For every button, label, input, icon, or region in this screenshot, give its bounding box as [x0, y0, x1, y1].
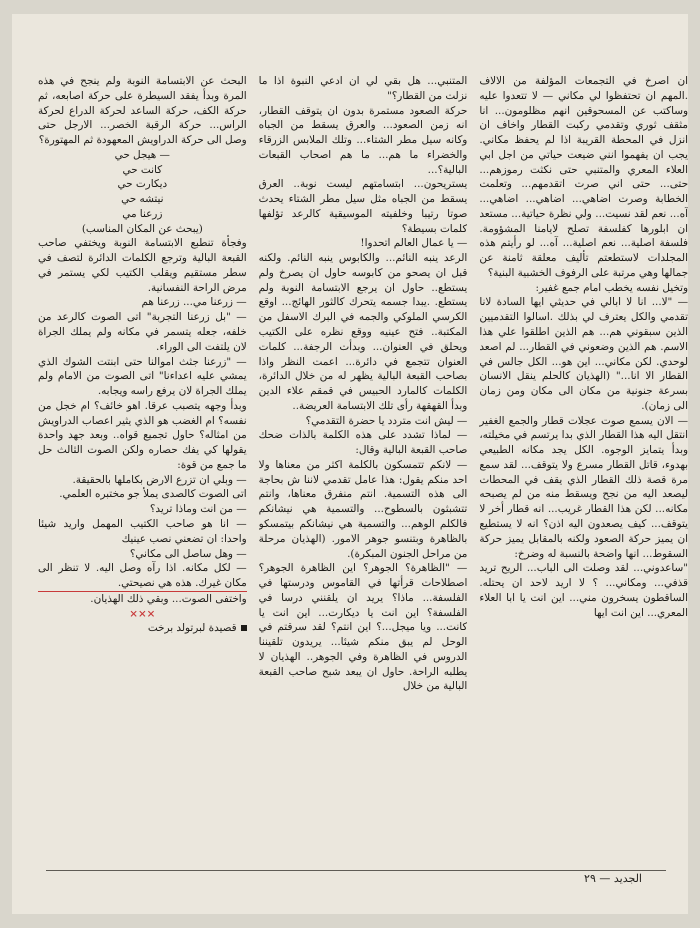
caption	[38, 621, 247, 636]
paragraph: — من انت وماذا تريد؟	[149, 503, 247, 516]
page-number: ٢٩	[584, 872, 596, 885]
column-left	[38, 74, 247, 864]
paragraph: واختفى الصوت... وبقي ذلك الهذيان.	[90, 592, 247, 605]
poem-line: — هيجل حي	[114, 148, 170, 161]
paragraph: — لانكم تتمسكون بالكلمة اكثر من معناها ولا احد منكم يقول: هذا عامل تقدمي لاننا ش بحاجة الى هذه التسمية. انتم منفرق معناها، وانتم تتشبثون بالسطوح... والتسمية هي نيشانكم فالكلم الوهم... والتسمية هي نيشانكم بيتمسكو بالظاهرة وبتنسو جوهر الامور. (الهذيان مرحلة من مراحل الجنون المبكرة).	[258, 458, 468, 560]
page-footer	[72, 872, 642, 885]
paragraph: يستريحون... ابتسامتهم ليست نوبة.. العرق يسقط من الجباه مثل سيل مطر الشتاء يحدث صوتا رتيبا وخلفيته الموسيقية كالرعد تؤلفها كلمات بسيطة؟	[258, 178, 468, 235]
paragraph: — "لا... انا لا ابالي في حديثي ايها السادة لانا تقدمي والكل يعترف لي بذلك .اسالوا التقدميين الذين سبقوني هم... هم الذين اطلقوا علي هذا الاسم. هم الذين وضعوني في القطار... لم اصعد لوحدي. لكن مكاني... اين هو... الكل جالس في القطار الا انا..." (الهذيان كالحلم ينقل الانسان بسرعة جنونية من مكان الى مكان ومن زمان الى زمان).	[479, 296, 688, 412]
poem-line: ديكارت حي	[117, 178, 168, 191]
paragraph: — يا عمال العالم اتحدوا!	[360, 237, 468, 250]
paragraph: — "بل زرعنا التجربة" اتى الصوت كالرعد من خلفه، جعله يتسمر في مكانه ولم يملك الجراة لان يلتفت الى الوراء.	[37, 311, 247, 353]
paragraph: — ليش انت متردد يا حضرة التقدمي؟	[305, 414, 468, 427]
footer-rule	[46, 870, 666, 871]
underlined-paragraph: — لكل مكانه. اذا رآه وصل اليه. لا تنظر الى مكان غيرك. هذه هي نصيحتي.	[38, 561, 247, 592]
magazine-page	[12, 14, 688, 914]
paragraph: حركة الصعود مستمرة بدون ان يتوقف القطار، انه زمن الصعود... والعرق يسقط من الجباه وكانه سيل مطر الشتاء... وتلك الملابس الزرقاء والخضراء ما هم... ما هم اصحاب القبعات البالية؟...	[258, 104, 468, 176]
separator: —	[595, 872, 611, 885]
handwritten-mark: ×××	[129, 607, 156, 620]
poem-stage-direction: (يبحث عن المكان المناسب)	[81, 222, 203, 235]
paragraph: اتى الصوت كالصدى يملأ جو مختبره العلمي.	[59, 488, 247, 501]
paragraph: وبدأ وجهه يتصبب عرقا. اهو خائف؟ ام خجل من نفسه؟ ام الغضب هو الذي يثير اعصاب الدراويش من امثاله؟ حاول تجميع قواه.. وبعد جهد واحدة يقولها كي يفك حصاره ولكن الصوت الثالث حل ما جمع من قوة:	[37, 399, 247, 471]
paragraph: وتخيل نفسه يخطب امام جمع غفير:	[535, 281, 688, 294]
paragraph: المتنبي... هل بقي لي ان ادعي النبوة اذا ما نزلت من القطار؟"	[258, 75, 468, 102]
paragraph: — وبلي ان تزرع الارض بكاملها بالحقيقة.	[72, 473, 247, 486]
poem-line: نيتشه حي	[121, 193, 164, 206]
column-right	[479, 74, 688, 864]
magazine-name: الجديد	[613, 872, 642, 885]
paragraph: — "زرعنا جثث اموالنا حتى ابنتت الشوك الذي يمشي عليه اعداءنا" اتى الصوت من الامام ولم يملك الجراة لان يرفع راسه ويجابه.	[37, 355, 247, 398]
caption-text: قصيدة لبرتولد برخت	[147, 622, 237, 635]
paragraph: الرعد ينبه النائم... والكابوس ينبه النائم. ولكنه قبل ان يصحو من كابوسه حاول ان يصرخ ولم يستطع.. حاول ان يرجع الابتسامة النوبة ولم يستطع. .يبدا جسمه يتحرك كالثور الهائج... اوقع الكرسي الملوكي والجمه في البرك الاسفل من المكتبة.. فتح عينيه ووقع نظره على الكتيب ويحلق في العنوان... وبدأت الرجفة... كلمات العنوان تتجمع في دائرة... اعمت النظر واذا بصاحب القبعة البالية يظهر له من خلال الدائرة، الكلمات كالمارد الحبيس في قمقم علاء الدين وبدأ القهقهة رأى تلك الابتسامة العريضة..	[258, 252, 468, 412]
column-middle	[259, 74, 468, 864]
paragraph: — زرعنا مي... زرعنا هم	[141, 296, 247, 309]
paragraph: — "الظاهرة؟ الجوهر؟ اين الظاهرة الجوهر؟ اصطلاحات قرأتها في القاموس ودرستها في الفلسفة... ماذا؟ يريد ان يلقنني درسا في الفلسفة؟ اين انت يا ديكارت... اين انت يا كانت... ويا ميجل...؟ اين انتم؟ لقد سرقتم في الوحل لم يبق منكم شيئا... يريدون تلقيننا الدروس في الظاهرة وفي الجوهر.. الهذيان لا يطلبه الراحة. حاول ان يبعد شبح صاحب القبعة البالية من خلال	[258, 562, 468, 693]
poem-line: زرعنا مي	[122, 207, 163, 220]
paragraph: — انا هو صاحب الكتيب المهمل واريد شيئا واحدا: ان تضعني نصب عينيك	[37, 517, 247, 545]
paragraph: — لماذا تشدد على هذه الكلمة بالذات ضحك صاحب القبعة البالية وقال:	[258, 429, 468, 457]
paragraph: ان اصرخ في التجمعات المؤلفة من الالاف .المهم ان تحتفظوا لي مكاني — لا تتعدوا عليه وساكتب عن المسحوقين انهم مظلومون... انا مثقف ثوري وتقدمي ركبت القطار واخاف ان انزل في المحطة القريبة اذا لم يحفظ مكاني. يجب ان يفهموا انني ضيعت حياتي من اجل ابي العلاء المعري والمتنبي حتى نكثت رموزهم... حتى... حتى اني صرت اتقدمهم... وتعلمت الخطابة وصرت اضاهي... اضاهي... اضاهي... آه... نعم لقد نسيت... ولي نظرة حياتية... مستعد ان ابلورها كفلسفة تصلح لايامنا المشؤومة. فلسفة اصلية... نعم اصلية... آه... لو رأيتم هذه المجلدات لاستطعتم تأليف معلقة ثامنة عن جمالها وهي مرتبة على الرفوف الخشبية البنية؟	[479, 75, 688, 279]
square-bullet-icon	[241, 625, 247, 631]
paragraph: "ساعدوني... لقد وصلت الى الباب... الريح تريد قذفي... ومكاني... ؟ لا اريد لاحد ان يحتله. الساقطون يسخرون مني... اين انت يا ابا العلاء المعري... اين انت ايها	[479, 562, 688, 619]
paragraph: — الان يسمع صوت عجلات قطار والجمع الغفير انتقل اليه هذا القطار الذي بدا يرتسم في مخيلته، وبدأ يتمايز الوجوه. الكل يجد مكانه الطبيعي بهدوء، قاتل القطار مسرع ولا يتوقف... لقد سمع مرة قصة ذلك القطار الذي يقف في المحطات ليصعد اليه من نجح ويسقط منه من لم يصبحه مكانه... لكن هذا القطار غريب... انه قطار أخر لا يتوقف... كيف يصعدون اليه اذن؟ انه لا يستطيع ان يميز حركة الصعود ولكنه بالمقابل يميز حركة السقوط... انها واضحة بالنسبة له وضرخ:	[479, 414, 688, 560]
article-body	[38, 74, 688, 864]
paragraph: — وهل ساصل الى مكاني؟	[129, 547, 247, 560]
paragraph: البحث عن الابتسامة النوبة ولم ينجح في هذه المرة وبدأ يفقد السيطرة على حركة اصابعه، ثم حركة الكف، حركة الساعد لحركة الدراع لحركة الراس... حركة الرقبة الخصر... الارجل حتى وصل الى حركة الدراويش المعهودة ثم المهتورة؟	[37, 75, 247, 147]
paragraph: وفجأة تنطبع الابتسامة النوبة ويختفي صاحب القبعة البالية وترجع الكلمات الدائرة لتصف في سطر مستقيم ويقلب الكتيب لكي يستمر في مرض الراحة النفسانية.	[37, 237, 247, 294]
poem-line: كانت حي	[122, 163, 163, 176]
